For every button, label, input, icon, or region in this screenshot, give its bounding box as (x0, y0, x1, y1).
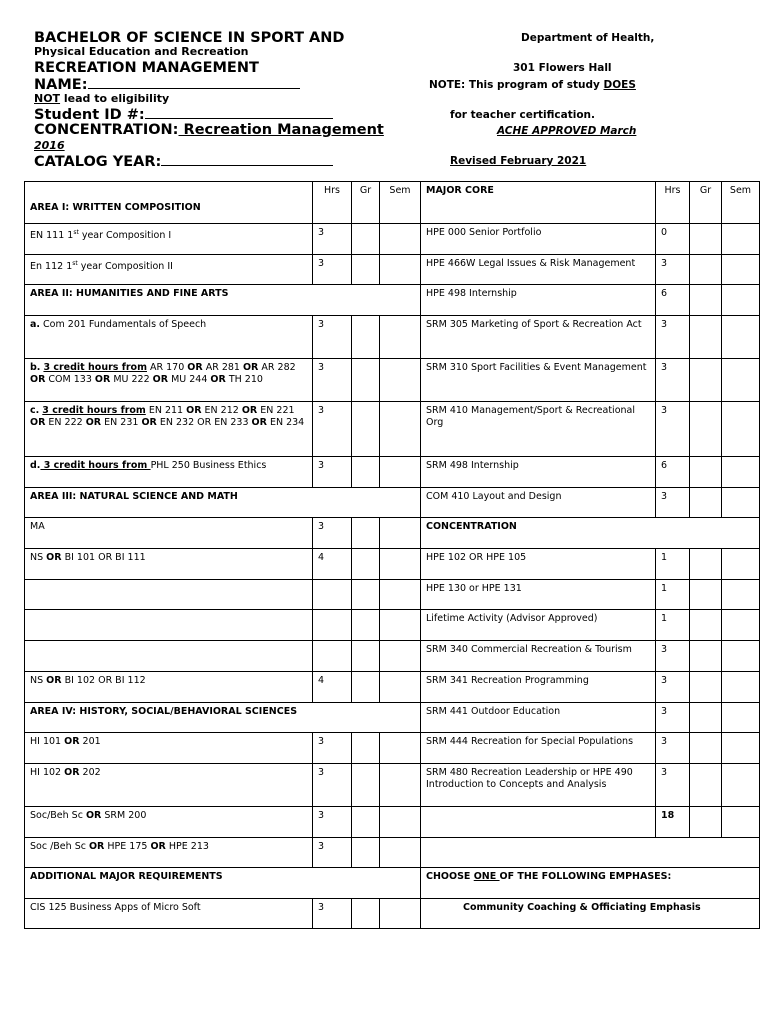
program-title-line2: Physical Education and Recreation (34, 45, 249, 58)
area3-heading: AREA III: NATURAL SCIENCE AND MATH (25, 488, 421, 518)
area2-heading: AREA II: HUMANITIES AND FINE ARTS (25, 285, 421, 316)
hrs-soc1: 3 (313, 807, 352, 838)
course-hi102 (25, 764, 313, 807)
hrs-srm480: 3 (656, 764, 690, 807)
sem-ma[interactable] (380, 518, 421, 549)
note-does: DOES (603, 79, 636, 91)
hi101-b: 201 (79, 736, 101, 747)
lead-text: lead to eligibility (60, 92, 170, 105)
hrs-srm340: 3 (656, 641, 690, 672)
hrs-hi102: 3 (313, 764, 352, 807)
hrs-b-humanities: 3 (313, 359, 352, 402)
ns1-a: NS (30, 552, 47, 563)
hrs-ns2: 4 (313, 672, 352, 703)
c-t1: EN 211 (145, 405, 187, 416)
catalog-year-blank[interactable] (161, 153, 333, 166)
en111-sup: st (73, 229, 79, 236)
b-t1: AR 170 (146, 362, 188, 373)
ns1-b: BI 101 OR BI 111 (61, 552, 146, 563)
col-hrs-left: Hrs (313, 182, 352, 224)
sem-hpe498[interactable] (722, 285, 760, 316)
c-label: c. (30, 405, 40, 416)
major-core-heading: MAJOR CORE (421, 182, 656, 224)
hi102-a: HI 102 (30, 767, 65, 778)
sem-d-ethics[interactable] (380, 457, 421, 488)
gr-srm341[interactable] (690, 672, 722, 703)
soc1-b: SRM 200 (101, 810, 147, 821)
sem-soc2[interactable] (380, 838, 421, 868)
concentration-label: CONCENTRATION: (34, 122, 179, 138)
hrs-srm441: 3 (656, 703, 690, 733)
sem-srm480[interactable] (722, 764, 760, 807)
emphasis-title: Community Coaching & Officiating Emphasis (421, 899, 760, 929)
gr-srm441[interactable] (690, 703, 722, 733)
course-srm498: SRM 498 Internship (421, 457, 656, 488)
gr-ns2[interactable] (352, 672, 380, 703)
b-t7: TH 210 (225, 374, 263, 385)
gr-hpe000[interactable] (690, 224, 722, 255)
c-t6: EN 232 OR EN 233 (156, 417, 252, 428)
program-title-line3: RECREATION MANAGEMENT (34, 60, 259, 76)
col-hrs-right: Hrs (656, 182, 690, 224)
student-id-field[interactable] (34, 106, 333, 123)
soc1-a: Soc/Beh Sc (30, 810, 86, 821)
c-or2: OR (241, 405, 258, 416)
sem-hpe000[interactable] (722, 224, 760, 255)
gr-hpe130[interactable] (690, 580, 722, 610)
hrs-ma: 3 (313, 518, 352, 549)
en112-b: year Composition II (77, 261, 173, 273)
concentration-heading: CONCENTRATION (421, 518, 760, 549)
choose-emphasis-heading (421, 868, 760, 899)
course-srm444: SRM 444 Recreation for Special Populations (421, 733, 656, 764)
revised-text: Revised February 2021 (450, 155, 587, 167)
course-b-humanities (25, 359, 313, 402)
hi102-b: 202 (79, 767, 101, 778)
gr-srm310[interactable] (690, 359, 722, 402)
sem-ns2[interactable] (380, 672, 421, 703)
gr-srm480[interactable] (690, 764, 722, 807)
empty-sem-3[interactable] (380, 641, 421, 672)
course-srm410: SRM 410 Management/Sport & Recreational Org (421, 402, 656, 457)
course-hpe130: HPE 130 or HPE 131 (421, 580, 656, 610)
hrs-en112: 3 (313, 255, 352, 285)
empty-gr-3[interactable] (352, 641, 380, 672)
course-srm480: SRM 480 Recreation Leadership or HPE 490 Introduction to Concepts and Analysis (421, 764, 656, 807)
gr-ns1[interactable] (352, 549, 380, 580)
eligibility-note (34, 92, 169, 105)
hrs-srm341: 3 (656, 672, 690, 703)
gr-hi101[interactable] (352, 733, 380, 764)
gr-soc1[interactable] (352, 807, 380, 838)
course-com201 (25, 316, 313, 359)
ns1-or: OR (46, 552, 62, 563)
empty-gr-2[interactable] (352, 610, 380, 641)
gr-b-humanities[interactable] (352, 359, 380, 402)
department-text: Department of Health, (521, 32, 655, 44)
hrs-com201: 3 (313, 316, 352, 359)
sem-c-humanities[interactable] (380, 402, 421, 457)
gr-lifetime[interactable] (690, 610, 722, 641)
student-id-blank[interactable] (145, 106, 333, 119)
c-t4: EN 222 (45, 417, 86, 428)
hrs-en111: 3 (313, 224, 352, 255)
col-sem-right: Sem (722, 182, 760, 224)
c-or4: OR (85, 417, 102, 428)
col-gr-right: Gr (690, 182, 722, 224)
soc2-b: HPE 175 (104, 841, 151, 852)
concentration-field (34, 122, 384, 138)
sem-lifetime[interactable] (722, 610, 760, 641)
hrs-srm444: 3 (656, 733, 690, 764)
hrs-c-humanities: 3 (313, 402, 352, 457)
c-t5: EN 231 (101, 417, 142, 428)
hrs-srm410: 3 (656, 402, 690, 457)
course-c-humanities (25, 402, 313, 457)
course-hpe000: HPE 000 Senior Portfolio (421, 224, 656, 255)
empty-hrs-3 (313, 641, 352, 672)
gr-total (690, 807, 722, 838)
hi101-a: HI 101 (30, 736, 65, 747)
empty-hrs-2 (313, 610, 352, 641)
sem-en111[interactable] (380, 224, 421, 255)
sem-srm444[interactable] (722, 733, 760, 764)
c-t2: EN 212 (201, 405, 242, 416)
col-gr-left: Gr (352, 182, 380, 224)
gr-cis125[interactable] (352, 899, 380, 929)
course-ns1 (25, 549, 313, 580)
c-or1: OR (186, 405, 202, 416)
ns2-or: OR (46, 675, 62, 686)
gr-srm340[interactable] (690, 641, 722, 672)
en112-a: En 112 1 (30, 261, 73, 273)
gr-com410[interactable] (690, 488, 722, 518)
sem-cis125[interactable] (380, 899, 421, 929)
name-label: NAME: (34, 77, 88, 93)
c-credit: 3 credit hours from (42, 405, 146, 416)
sem-hi101[interactable] (380, 733, 421, 764)
b-t5: MU 222 (110, 374, 153, 385)
sem-com410[interactable] (722, 488, 760, 518)
b-or3: OR (30, 374, 46, 385)
teacher-cert-text: for teacher certification. (450, 109, 596, 121)
gr-en111[interactable] (352, 224, 380, 255)
address-text: 301 Flowers Hall (513, 62, 612, 74)
total-hours: 18 (656, 807, 690, 838)
empty-left-3 (25, 641, 313, 672)
name-blank[interactable] (88, 76, 300, 89)
hrs-hpe130: 1 (656, 580, 690, 610)
empty-sem-2[interactable] (380, 610, 421, 641)
en111-b: year Composition I (78, 230, 172, 242)
course-ns2 (25, 672, 313, 703)
program-note (429, 79, 636, 91)
soc1-or: OR (85, 810, 102, 821)
sem-srm410[interactable] (722, 402, 760, 457)
hrs-hpe000: 0 (656, 224, 690, 255)
hrs-hpe498: 6 (656, 285, 690, 316)
choose-post: OF THE FOLLOWING EMPHASES: (499, 871, 672, 882)
b-t4: COM 133 (45, 374, 95, 385)
course-hpe498: HPE 498 Internship (421, 285, 656, 316)
hrs-srm498: 6 (656, 457, 690, 488)
gr-srm498[interactable] (690, 457, 722, 488)
area1-header-cell (25, 182, 313, 224)
sem-srm341[interactable] (722, 672, 760, 703)
b-t3: AR 282 (258, 362, 296, 373)
b-or5: OR (152, 374, 169, 385)
gr-soc2[interactable] (352, 838, 380, 868)
sem-com201[interactable] (380, 316, 421, 359)
ache-approved-text: ACHE APPROVED March (497, 125, 637, 137)
col-sem-left: Sem (380, 182, 421, 224)
c-t7: EN 234 (266, 417, 305, 428)
gr-c-humanities[interactable] (352, 402, 380, 457)
hi101-or: OR (64, 736, 80, 747)
d-text: PHL 250 Business Ethics (150, 460, 267, 471)
gr-com201[interactable] (352, 316, 380, 359)
choose-one: ONE (473, 871, 500, 882)
additional-heading: ADDITIONAL MAJOR REQUIREMENTS (25, 868, 421, 899)
sem-hpe466[interactable] (722, 255, 760, 285)
empty-hrs-1 (313, 580, 352, 610)
sem-soc1[interactable] (380, 807, 421, 838)
gr-hpe466[interactable] (690, 255, 722, 285)
hrs-srm310: 3 (656, 359, 690, 402)
catalog-year-field[interactable] (34, 153, 333, 170)
b-label: b. (30, 362, 41, 373)
sem-srm441[interactable] (722, 703, 760, 733)
gr-hi102[interactable] (352, 764, 380, 807)
course-srm341: SRM 341 Recreation Programming (421, 672, 656, 703)
sem-hpe130[interactable] (722, 580, 760, 610)
year-2016: 2016 (34, 139, 65, 152)
hrs-hi101: 3 (313, 733, 352, 764)
course-soc1 (25, 807, 313, 838)
b-or4: OR (94, 374, 111, 385)
course-srm310: SRM 310 Sport Facilities & Event Management (421, 359, 656, 402)
hrs-com410: 3 (656, 488, 690, 518)
empty-sem-1[interactable] (380, 580, 421, 610)
a-label: a. (30, 319, 41, 330)
course-d-ethics (25, 457, 313, 488)
hrs-lifetime: 1 (656, 610, 690, 641)
c-t3: EN 221 (257, 405, 295, 416)
en111-a: EN 111 1 (30, 230, 74, 242)
catalog-year-label: CATALOG YEAR: (34, 154, 162, 170)
sem-srm498[interactable] (722, 457, 760, 488)
empty-gr-1[interactable] (352, 580, 380, 610)
course-com410: COM 410 Layout and Design (421, 488, 656, 518)
ns2-b: BI 102 OR BI 112 (61, 675, 146, 686)
hi102-or: OR (64, 767, 80, 778)
gr-ma[interactable] (352, 518, 380, 549)
soc2-or1: OR (88, 841, 105, 852)
course-srm441: SRM 441 Outdoor Education (421, 703, 656, 733)
note-prefix: NOTE: This program of study (429, 79, 604, 91)
gr-srm410[interactable] (690, 402, 722, 457)
sem-hi102[interactable] (380, 764, 421, 807)
course-lifetime: Lifetime Activity (Advisor Approved) (421, 610, 656, 641)
hrs-hpe102: 1 (656, 549, 690, 580)
c-or5: OR (141, 417, 157, 428)
gr-en112[interactable] (352, 255, 380, 285)
d-label: d. (30, 460, 41, 471)
course-cis125: CIS 125 Business Apps of Micro Soft (25, 899, 313, 929)
program-title-line1: BACHELOR OF SCIENCE IN SPORT AND (34, 30, 345, 46)
course-soc2 (25, 838, 313, 868)
hrs-cis125: 3 (313, 899, 352, 929)
area4-heading: AREA IV: HISTORY, SOCIAL/BEHAVIORAL SCIENCES (25, 703, 421, 733)
hrs-hpe466: 3 (656, 255, 690, 285)
course-hi101 (25, 733, 313, 764)
c-or3: OR (30, 417, 46, 428)
b-or2: OR (242, 362, 259, 373)
course-srm305: SRM 305 Marketing of Sport & Recreation Act (421, 316, 656, 359)
sem-b-humanities[interactable] (380, 359, 421, 402)
course-ma: MA (25, 518, 313, 549)
sem-srm305[interactable] (722, 316, 760, 359)
soc2-or2: OR (150, 841, 166, 852)
choose-pre: CHOOSE (426, 871, 474, 882)
not-text: NOT (34, 92, 61, 105)
course-hpe102: HPE 102 OR HPE 105 (421, 549, 656, 580)
course-srm340: SRM 340 Commercial Recreation & Tourism (421, 641, 656, 672)
sem-ns1[interactable] (380, 549, 421, 580)
course-en112 (25, 255, 313, 285)
soc2-c: HPE 213 (165, 841, 209, 852)
b-or1: OR (187, 362, 203, 373)
c-or6: OR (251, 417, 267, 428)
name-field[interactable] (34, 76, 300, 93)
empty-left-2 (25, 610, 313, 641)
a-text: Com 201 Fundamentals of Speech (40, 319, 207, 330)
course-en111 (25, 224, 313, 255)
concentration-value: Recreation Management (178, 122, 384, 138)
gr-hpe102[interactable] (690, 549, 722, 580)
sem-en112[interactable] (380, 255, 421, 285)
sem-hpe102[interactable] (722, 549, 760, 580)
course-hpe466: HPE 466W Legal Issues & Risk Management (421, 255, 656, 285)
hrs-soc2: 3 (313, 838, 352, 868)
sem-total (722, 807, 760, 838)
area1-heading: AREA I: WRITTEN COMPOSITION (30, 202, 201, 213)
hrs-d-ethics: 3 (313, 457, 352, 488)
student-id-label: Student ID #: (34, 107, 145, 123)
empty-right-soc2 (421, 838, 760, 868)
b-t2: AR 281 (202, 362, 243, 373)
soc2-a: Soc /Beh Sc (30, 841, 89, 852)
d-credit: 3 credit hours from (40, 460, 151, 471)
gr-srm444[interactable] (690, 733, 722, 764)
empty-right-total (421, 807, 656, 838)
hrs-ns1: 4 (313, 549, 352, 580)
ns2-a: NS (30, 675, 47, 686)
sem-srm340[interactable] (722, 641, 760, 672)
course-table (24, 181, 760, 929)
gr-srm305[interactable] (690, 316, 722, 359)
empty-left-1 (25, 580, 313, 610)
hrs-srm305: 3 (656, 316, 690, 359)
gr-hpe498[interactable] (690, 285, 722, 316)
b-credit: 3 credit hours from (43, 362, 147, 373)
gr-d-ethics[interactable] (352, 457, 380, 488)
en112-sup: st (72, 260, 78, 267)
sem-srm310[interactable] (722, 359, 760, 402)
b-t6: MU 244 (168, 374, 211, 385)
b-or6: OR (210, 374, 226, 385)
